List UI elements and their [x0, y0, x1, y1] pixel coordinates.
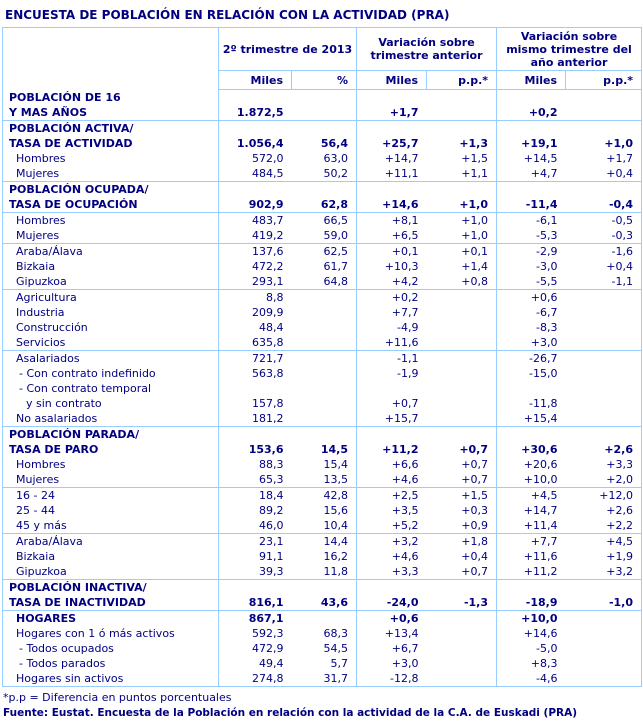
row-label: Hogares sin activos — [3, 671, 219, 687]
cell-pp-var-year: +0,4 — [606, 166, 634, 180]
cell-miles-var-year: +14,5 — [523, 151, 558, 165]
cell-miles-2013: 209,9 — [252, 305, 284, 319]
cell-pct-2013: 42,8 — [292, 487, 357, 503]
cell-miles-2013: 1.872,5 — [236, 105, 284, 119]
cell-pp-var-year — [566, 671, 642, 687]
cell-miles-var-year: +11,6 — [523, 549, 558, 563]
table-row — [3, 503, 642, 518]
cell-miles-var-prev: +4,2 — [391, 274, 419, 288]
cell-pp-var-year: +1,7 — [606, 151, 634, 165]
table-row — [3, 518, 642, 534]
table-row — [3, 487, 642, 503]
cell-miles-var-prev: +8,1 — [357, 212, 427, 228]
cell-miles-var-year: +30,6 — [497, 426, 566, 457]
header-var-year: Variación sobre mismo trimestre del año anterior — [497, 28, 642, 71]
table-row — [3, 274, 642, 290]
cell-miles-2013: 635,8 — [252, 335, 284, 349]
header-group-row — [3, 28, 642, 71]
row-label: - Con contrato temporal y sin contrato — [3, 381, 219, 411]
cell-pp-var-prev — [427, 411, 497, 427]
table-row — [3, 626, 642, 641]
cell-pct-2013: 15,4 — [292, 457, 357, 472]
cell-miles-2013: 902,9 — [219, 181, 292, 212]
cell-miles-2013: 592,3 — [252, 626, 284, 640]
cell-pp-var-year — [566, 381, 642, 411]
row-label: Agricultura — [3, 289, 219, 305]
table-row — [3, 381, 642, 411]
table-row — [3, 320, 642, 335]
cell-miles-2013: 721,7 — [219, 350, 292, 366]
cell-pp-var-year: -0,3 — [611, 228, 634, 242]
cell-pp-var-year — [566, 90, 642, 121]
cell-miles-var-year: +19,1 — [497, 120, 566, 151]
cell-pp-var-prev: +1,4 — [427, 259, 497, 274]
cell-pp-var-year — [566, 289, 642, 305]
row-label: Mujeres — [3, 472, 219, 488]
cell-pp-var-year: -0,5 — [566, 212, 642, 228]
table-row — [3, 259, 642, 274]
cell-pp-var-prev — [427, 656, 497, 671]
cell-miles-2013: 274,8 — [252, 671, 284, 685]
cell-miles-var-prev: +0,1 — [357, 243, 427, 259]
cell-pp-var-prev: +1,5 — [427, 487, 497, 503]
table-row — [3, 335, 642, 351]
cell-miles-2013: 18,4 — [219, 487, 292, 503]
cell-pp-var-year — [566, 305, 642, 320]
row-label: - Todos parados — [3, 656, 219, 671]
cell-miles-var-prev: +2,5 — [357, 487, 427, 503]
row-label: Bizkaia — [3, 549, 219, 564]
table-row — [3, 166, 642, 182]
header-var-prev: Variación sobre trimestre anterior — [357, 28, 497, 71]
cell-pct-2013: 5,7 — [292, 656, 357, 671]
cell-pp-var-prev: +1,1 — [427, 166, 497, 182]
cell-miles-var-prev: -1,9 — [397, 366, 419, 380]
table-row — [3, 411, 642, 427]
cell-miles-2013: 49,4 — [259, 656, 284, 670]
cell-miles-2013: 472,9 — [252, 641, 284, 655]
cell-miles-var-prev: +5,2 — [391, 518, 419, 532]
row-label: Gipuzkoa — [3, 274, 219, 290]
table-row — [3, 228, 642, 244]
cell-miles-var-prev: +13,4 — [384, 626, 419, 640]
table-row — [3, 90, 642, 121]
cell-miles-2013: 1.056,4 — [219, 120, 292, 151]
cell-miles-2013: 65,3 — [259, 472, 284, 486]
cell-pp-var-year: +1,0 — [566, 120, 642, 151]
cell-miles-var-year: +4,5 — [497, 487, 566, 503]
cell-miles-var-year: +11,2 — [523, 564, 558, 578]
table-row — [3, 656, 642, 671]
cell-miles-2013: 484,5 — [252, 166, 284, 180]
cell-pct-2013: 14,5 — [292, 426, 357, 457]
cell-pct-2013: 11,8 — [292, 564, 357, 580]
table-row — [3, 472, 642, 488]
cell-miles-var-year: +4,7 — [530, 166, 558, 180]
table-row — [3, 212, 642, 228]
row-label: POBLACIÓN OCUPADA/ TASA DE OCUPACIÓN — [3, 181, 219, 212]
cell-miles-var-year: -18,9 — [497, 579, 566, 610]
subheader-miles-var-prev: Miles — [357, 71, 427, 90]
cell-pct-2013: 59,0 — [292, 228, 357, 244]
row-label: Hogares con 1 ó más activos — [3, 626, 219, 641]
cell-miles-var-year: +15,4 — [523, 411, 558, 425]
cell-miles-var-prev: +11,2 — [357, 426, 427, 457]
row-label: Araba/Álava — [3, 533, 219, 549]
pp-footnote: *p.p = Diferencia en puntos porcentuales — [3, 690, 232, 704]
cell-pp-var-prev — [427, 90, 497, 121]
table-header — [3, 28, 642, 90]
cell-pct-2013: 63,0 — [292, 151, 357, 166]
cell-miles-2013: 181,2 — [252, 411, 284, 425]
table-row — [3, 120, 642, 151]
cell-pct-2013 — [292, 90, 357, 121]
cell-pp-var-year — [566, 656, 642, 671]
cell-miles-var-year: -5,5 — [536, 274, 558, 288]
cell-pp-var-prev: +0,8 — [427, 274, 497, 290]
cell-pp-var-year: +0,4 — [606, 259, 634, 273]
corner-cell — [3, 28, 219, 90]
subheader-miles-var-year: Miles — [497, 71, 566, 90]
cell-miles-2013: 8,8 — [219, 289, 292, 305]
cell-pp-var-year: -0,4 — [566, 181, 642, 212]
cell-pp-var-prev — [427, 671, 497, 687]
table-row — [3, 366, 642, 381]
cell-pp-var-prev — [427, 641, 497, 656]
cell-pct-2013 — [292, 289, 357, 305]
table-row — [3, 533, 642, 549]
cell-miles-var-prev: +14,7 — [384, 151, 419, 165]
row-label: Gipuzkoa — [3, 564, 219, 580]
cell-pp-var-prev — [427, 320, 497, 335]
cell-miles-2013: 563,8 — [252, 366, 284, 380]
cell-pct-2013: 62,5 — [292, 243, 357, 259]
row-label: 25 - 44 — [3, 503, 219, 518]
table-row — [3, 181, 642, 212]
page-title: ENCUESTA DE POBLACIÓN EN RELACIÓN CON LA ACTIVIDAD (PRA) — [5, 8, 450, 22]
row-label: 16 - 24 — [3, 487, 219, 503]
row-label: POBLACIÓN ACTIVA/ TASA DE ACTIVIDAD — [3, 120, 219, 151]
cell-miles-var-year: +11,4 — [523, 518, 558, 532]
cell-miles-2013: 137,6 — [219, 243, 292, 259]
cell-pp-var-year — [566, 641, 642, 656]
row-label: POBLACIÓN INACTIVA/ TASA DE INACTIVIDAD — [3, 579, 219, 610]
table-row — [3, 671, 642, 687]
cell-miles-2013: 483,7 — [219, 212, 292, 228]
cell-pct-2013: 31,7 — [292, 671, 357, 687]
row-label: Mujeres — [3, 166, 219, 182]
cell-pct-2013: 14,4 — [292, 533, 357, 549]
cell-miles-2013: 48,4 — [259, 320, 284, 334]
row-label: - Con contrato indefinido — [3, 366, 219, 381]
cell-miles-var-year: +14,6 — [523, 626, 558, 640]
cell-pct-2013: 13,5 — [292, 472, 357, 488]
cell-miles-var-year: +3,0 — [530, 335, 558, 349]
cell-pp-var-prev: +1,0 — [427, 212, 497, 228]
cell-pct-2013: 62,8 — [292, 181, 357, 212]
cell-miles-2013: 157,8 — [252, 396, 284, 410]
cell-miles-2013: 472,2 — [252, 259, 284, 273]
cell-pct-2013 — [292, 335, 357, 351]
source-note: Fuente: Eustat. Encuesta de la Población en relación con la actividad de la C.A. de Euskadi (PRA) — [3, 706, 578, 719]
row-label: POBLACIÓN DE 16 Y MAS AÑOS — [3, 90, 219, 121]
cell-miles-var-prev: +3,3 — [391, 564, 419, 578]
cell-miles-var-prev: +6,5 — [391, 228, 419, 242]
cell-miles-var-year: -4,6 — [536, 671, 558, 685]
cell-pct-2013: 10,4 — [292, 518, 357, 534]
row-label: POBLACIÓN PARADA/ TASA DE PARO — [3, 426, 219, 457]
cell-miles-var-year: -3,0 — [536, 259, 558, 273]
cell-miles-var-prev: +0,7 — [391, 396, 419, 410]
cell-miles-var-prev: +1,7 — [389, 105, 419, 119]
cell-miles-var-year: +10,0 — [523, 472, 558, 486]
cell-pp-var-prev: +1,0 — [427, 181, 497, 212]
cell-miles-2013: 46,0 — [259, 518, 284, 532]
cell-pct-2013 — [292, 320, 357, 335]
cell-pp-var-year — [566, 366, 642, 381]
cell-pct-2013 — [292, 411, 357, 427]
cell-pct-2013: 56,4 — [292, 120, 357, 151]
cell-pp-var-prev — [427, 610, 497, 626]
cell-miles-var-year: -6,7 — [536, 305, 558, 319]
cell-miles-var-year: -11,4 — [497, 181, 566, 212]
cell-miles-var-year: +8,3 — [530, 656, 558, 670]
cell-pp-var-prev: +0,7 — [427, 457, 497, 472]
table-row — [3, 641, 642, 656]
cell-pp-var-year — [566, 335, 642, 351]
cell-miles-var-year: -8,3 — [536, 320, 558, 334]
row-label: - Todos ocupados — [3, 641, 219, 656]
table-row — [3, 243, 642, 259]
cell-pct-2013 — [292, 305, 357, 320]
cell-pp-var-year: +1,9 — [606, 549, 634, 563]
row-label: No asalariados — [3, 411, 219, 427]
cell-miles-2013: 572,0 — [252, 151, 284, 165]
cell-pp-var-prev — [427, 289, 497, 305]
row-label: Servicios — [3, 335, 219, 351]
cell-miles-var-prev: +6,6 — [391, 457, 419, 471]
table-row — [3, 564, 642, 580]
cell-miles-var-year: +0,2 — [528, 105, 558, 119]
cell-miles-var-prev: +6,7 — [391, 641, 419, 655]
cell-miles-var-prev: +25,7 — [357, 120, 427, 151]
cell-miles-2013: 39,3 — [259, 564, 284, 578]
cell-miles-2013: 419,2 — [252, 228, 284, 242]
pra-table — [2, 27, 642, 687]
cell-pp-var-year: +3,2 — [606, 564, 634, 578]
cell-pct-2013: 43,6 — [292, 579, 357, 610]
cell-pp-var-year — [566, 411, 642, 427]
cell-pp-var-prev: +1,3 — [427, 120, 497, 151]
cell-miles-var-year: +14,7 — [523, 503, 558, 517]
cell-miles-var-prev: -12,8 — [390, 671, 419, 685]
table-row — [3, 579, 642, 610]
cell-miles-var-prev: +15,7 — [384, 411, 419, 425]
table-row — [3, 289, 642, 305]
cell-pp-var-year: +12,0 — [566, 487, 642, 503]
cell-pp-var-year — [566, 320, 642, 335]
header-period: 2º trimestre de 2013 — [219, 28, 357, 71]
cell-miles-var-year: +0,6 — [497, 289, 566, 305]
cell-pp-var-prev: +1,8 — [427, 533, 497, 549]
cell-pp-var-year: -1,0 — [566, 579, 642, 610]
subheader-pp-var-year: p.p.* — [566, 71, 642, 90]
cell-pp-var-prev — [427, 626, 497, 641]
cell-pp-var-year — [566, 350, 642, 366]
cell-pp-var-prev: +0,3 — [427, 503, 497, 518]
row-label: Construcción — [3, 320, 219, 335]
cell-miles-var-prev: -1,1 — [357, 350, 427, 366]
cell-pp-var-year — [566, 626, 642, 641]
cell-miles-var-year: -5,0 — [536, 641, 558, 655]
table-row — [3, 457, 642, 472]
cell-pp-var-prev — [427, 335, 497, 351]
cell-pct-2013: 68,3 — [292, 626, 357, 641]
cell-pp-var-year: +2,6 — [566, 426, 642, 457]
cell-pp-var-year: +4,5 — [566, 533, 642, 549]
cell-pct-2013: 61,7 — [292, 259, 357, 274]
cell-miles-var-year: -11,8 — [529, 396, 558, 410]
row-label: Hombres — [3, 212, 219, 228]
cell-pp-var-prev: +1,0 — [427, 228, 497, 244]
cell-miles-2013: 91,1 — [259, 549, 284, 563]
cell-pp-var-year: +3,3 — [606, 457, 634, 471]
row-label: Araba/Álava — [3, 243, 219, 259]
cell-pct-2013: 54,5 — [292, 641, 357, 656]
cell-miles-var-prev: +11,6 — [384, 335, 419, 349]
cell-miles-2013: 293,1 — [252, 274, 284, 288]
table-row — [3, 350, 642, 366]
cell-pp-var-prev — [427, 350, 497, 366]
cell-pp-var-year: +2,0 — [606, 472, 634, 486]
cell-pp-var-prev — [427, 366, 497, 381]
cell-miles-var-prev: +3,2 — [357, 533, 427, 549]
cell-miles-2013: 816,1 — [219, 579, 292, 610]
cell-miles-2013: 23,1 — [219, 533, 292, 549]
row-label: Industria — [3, 305, 219, 320]
cell-pp-var-year: +2,6 — [606, 503, 634, 517]
cell-miles-2013: 153,6 — [219, 426, 292, 457]
cell-miles-var-year: +10,0 — [497, 610, 566, 626]
table-row — [3, 549, 642, 564]
cell-miles-var-year: +20,6 — [523, 457, 558, 471]
cell-miles-var-year: -6,1 — [497, 212, 566, 228]
cell-miles-var-prev: +0,6 — [357, 610, 427, 626]
cell-miles-2013: 88,3 — [259, 457, 284, 471]
cell-miles-var-year: -26,7 — [497, 350, 566, 366]
table-row — [3, 305, 642, 320]
cell-pp-var-prev: +0,9 — [427, 518, 497, 534]
cell-pp-var-year: -1,1 — [611, 274, 634, 288]
row-label: Mujeres — [3, 228, 219, 244]
cell-miles-var-prev: +3,0 — [391, 656, 419, 670]
cell-miles-var-year: -15,0 — [529, 366, 558, 380]
cell-pp-var-prev — [427, 381, 497, 411]
table-row — [3, 426, 642, 457]
cell-pp-var-prev: -1,3 — [427, 579, 497, 610]
subheader-pp-var-prev: p.p.* — [427, 71, 497, 90]
cell-pp-var-prev: +0,4 — [427, 549, 497, 564]
cell-pct-2013: 50,2 — [292, 166, 357, 182]
row-label: HOGARES — [3, 610, 219, 626]
row-label: Hombres — [3, 151, 219, 166]
row-label: Asalariados — [3, 350, 219, 366]
subheader-pct-2013: % — [292, 71, 357, 90]
table-row — [3, 610, 642, 626]
cell-pp-var-prev: +1,5 — [427, 151, 497, 166]
cell-pp-var-year: -1,6 — [566, 243, 642, 259]
cell-pp-var-prev: +0,7 — [427, 472, 497, 488]
cell-miles-var-prev: +4,6 — [391, 472, 419, 486]
cell-miles-var-prev: +14,6 — [357, 181, 427, 212]
cell-miles-2013: 867,1 — [219, 610, 292, 626]
cell-pp-var-prev: +0,7 — [427, 564, 497, 580]
cell-miles-var-prev: -24,0 — [357, 579, 427, 610]
cell-miles-var-prev: +7,7 — [391, 305, 419, 319]
cell-pct-2013: 66,5 — [292, 212, 357, 228]
cell-miles-var-prev: -4,9 — [397, 320, 419, 334]
cell-pp-var-prev — [427, 305, 497, 320]
cell-miles-var-year: +7,7 — [497, 533, 566, 549]
cell-miles-var-year: -5,3 — [536, 228, 558, 242]
cell-miles-var-prev: +0,2 — [357, 289, 427, 305]
cell-pct-2013: 15,6 — [292, 503, 357, 518]
subheader-miles-2013: Miles — [219, 71, 292, 90]
cell-pp-var-year — [566, 610, 642, 626]
cell-pct-2013 — [292, 610, 357, 626]
row-label: Bizkaia — [3, 259, 219, 274]
cell-miles-var-prev: +4,6 — [391, 549, 419, 563]
cell-pct-2013: 64,8 — [292, 274, 357, 290]
cell-miles-2013: 89,2 — [259, 503, 284, 517]
table-body — [3, 90, 642, 687]
row-label: Hombres — [3, 457, 219, 472]
cell-pp-var-prev: +0,7 — [427, 426, 497, 457]
cell-pct-2013 — [292, 381, 357, 411]
cell-miles-var-prev: +11,1 — [384, 166, 419, 180]
cell-pct-2013: 16,2 — [292, 549, 357, 564]
cell-miles-var-year: -2,9 — [497, 243, 566, 259]
cell-pct-2013 — [292, 350, 357, 366]
cell-pp-var-year: +2,2 — [606, 518, 634, 532]
cell-miles-var-prev: +3,5 — [391, 503, 419, 517]
cell-miles-var-prev: +10,3 — [384, 259, 419, 273]
table-row — [3, 151, 642, 166]
cell-pp-var-prev: +0,1 — [427, 243, 497, 259]
row-label: 45 y más — [3, 518, 219, 534]
cell-pct-2013 — [292, 366, 357, 381]
